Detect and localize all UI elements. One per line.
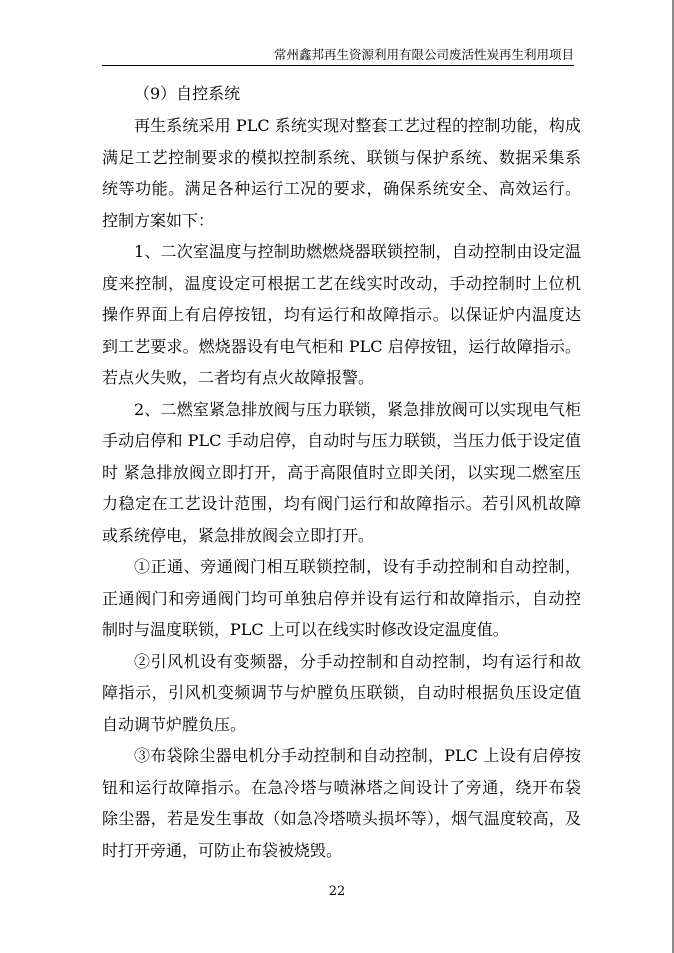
paragraph-subitem-1: ①正通、旁通阀门相互联锁控制，设有手动控制和自动控制，正通阀门和旁通阀门均可单独启停并设有运行和故障指示，自动控制时与温度联锁，PLC 上可以在线实时修改设定温度值。: [102, 557, 581, 639]
document-body: [102, 78, 581, 866]
paragraph-item-2: 2、二燃室紧急排放阀与压力联锁，紧急排放阀可以实现电气柜手动启停和 PLC 手动启停，自动时与压力联锁，当压力低于设定值时 紧急排放阀立即打开，高于高限值时立即关闭，以实现二燃室压力稳定在工艺设计范围，均有阀门运行和故障指示。若引风机故障或系统停电，紧急排放阀会立即打开。: [102, 399, 581, 545]
page-header: [102, 47, 574, 66]
paragraph-subitem-2: ②引风机设有变频器，分手动控制和自动控制，均有运行和故障指示，引风机变频调节与炉膛负压联锁，自动时根据负压设定值自动调节炉膛负压。: [102, 651, 581, 734]
page-number: 22: [328, 884, 346, 899]
header-title: 常州鑫邦再生资源利用有限公司废活性炭再生利用项目: [273, 47, 574, 62]
paragraph-item-1: 1、二次室温度与控制助燃燃烧器联锁控制，自动控制由设定温度来控制，温度设定可根据工艺在线实时改动，手动控制时上位机操作界面上有启停按钮，均有运行和故障指示。以保证炉内温度达到工艺要求。燃烧器设有电气柜和 PLC 启停按钮，运行故障指示。若点火失败，二者均有点火故障报警。: [102, 242, 581, 387]
paragraph-subitem-3: ③布袋除尘器电机分手动控制和自动控制，PLC 上设有启停按钮和运行故障指示。在急冷塔与喷淋塔之间设计了旁通，绕开布袋除尘器，若是发生事故（如急冷塔喷头损坏等），烟气温度较高，及时打开旁通，可防止布袋被烧毁。: [102, 746, 581, 860]
section-title: （9）自控系统: [134, 84, 241, 103]
paragraph-intro: 再生系统采用 PLC 系统实现对整套工艺过程的控制功能，构成满足工艺控制要求的模拟控制系统、联锁与保护系统、数据采集系统等功能。满足各种运行工况的要求，确保系统安全、高效运行。控制方案如下：: [102, 116, 581, 230]
